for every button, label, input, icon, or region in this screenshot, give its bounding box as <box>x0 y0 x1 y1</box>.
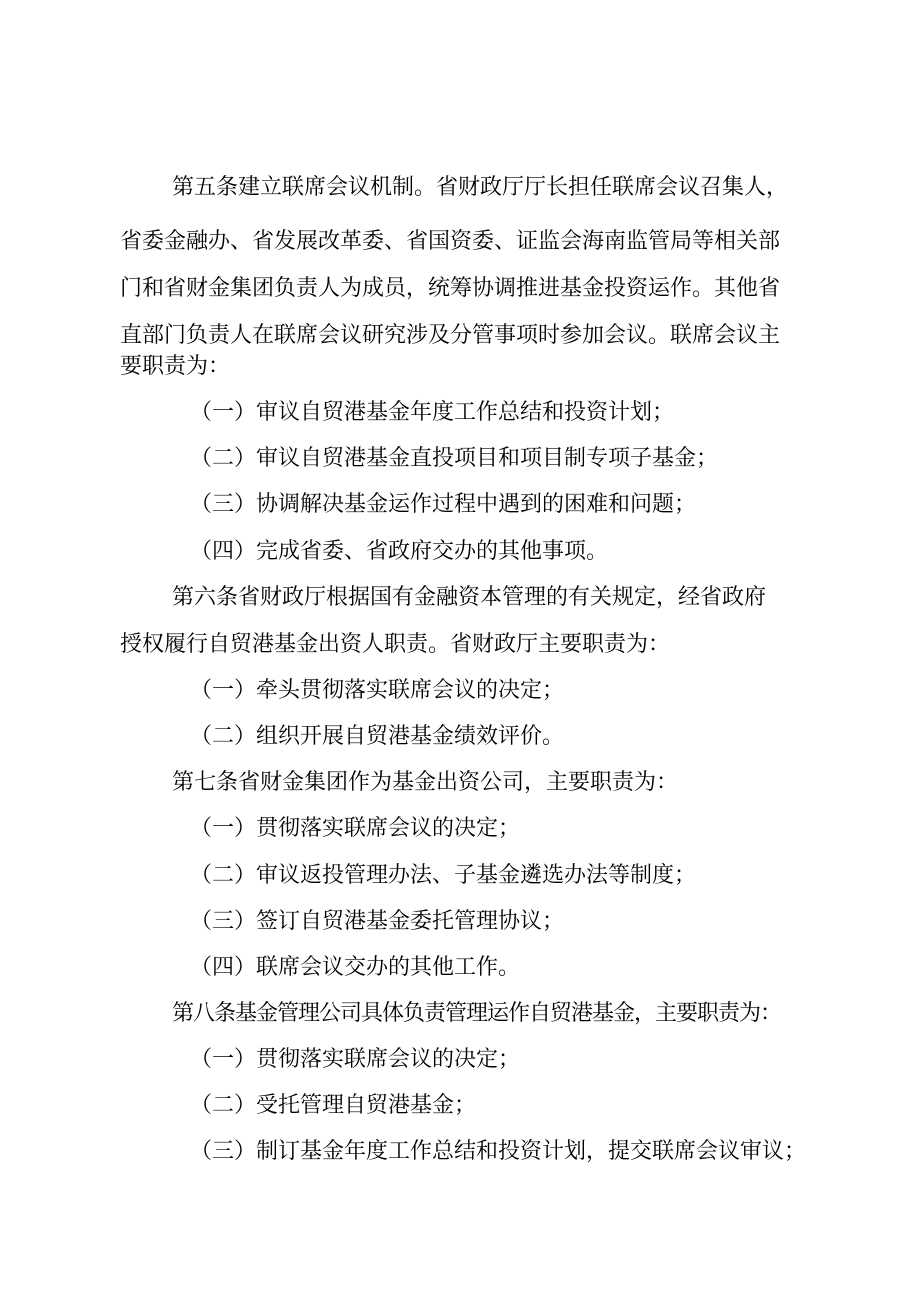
article6-line-2: 授权履行自贸港基金出资人职责。省财政厅主要职责为： <box>120 632 671 657</box>
article5-line-3: 门和省财金集团负责人为成员，统筹协调推进基金投资运作。其他省 <box>120 276 781 301</box>
article7-line-1: 第七条省财金集团作为基金出资公司，主要职责为： <box>172 770 679 795</box>
article6-line-1: 第六条省财政厅根据国有金融资本管理的有关规定，经省政府 <box>172 585 767 610</box>
article5-line-5: 要职责为： <box>120 354 231 379</box>
article5-item-3: （三）协调解决基金运作过程中遇到的困难和问题； <box>190 492 697 517</box>
article5-line-1: 第五条建立联席会议机制。省财政厅厅长担任联席会议召集人， <box>172 175 789 200</box>
article6-item-1: （一）牵头贯彻落实联席会议的决定； <box>190 678 565 703</box>
article8-item-3: （三）制订基金年度工作总结和投资计划，提交联席会议审议； <box>190 1139 807 1164</box>
article6-item-2: （二）组织开展自贸港基金绩效评价。 <box>190 724 565 749</box>
article7-item-1: （一）贯彻落实联席会议的决定； <box>190 816 521 841</box>
article5-item-2: （二）审议自贸港基金直投项目和项目制专项子基金； <box>190 446 719 471</box>
article5-line-4: 直部门负责人在联席会议研究涉及分管事项时参加会议。联席会议主 <box>120 323 781 348</box>
article7-item-2: （二）审议返投管理办法、子基金遴选办法等制度； <box>190 863 697 888</box>
article8-line-1: 第八条基金管理公司具体负责管理运作自贸港基金，主要职责为： <box>172 1001 782 1026</box>
article7-item-4: （四）联席会议交办的其他工作。 <box>190 955 521 980</box>
article7-item-3: （三）签订自贸港基金委托管理协议； <box>190 909 565 934</box>
article8-item-2: （二）受托管理自贸港基金； <box>190 1093 477 1118</box>
article8-item-1: （一）贯彻落实联席会议的决定； <box>190 1047 521 1072</box>
article5-line-2: 省委金融办、省发展改革委、省国资委、证监会海南监管局等相关部 <box>120 229 781 254</box>
article5-item-4: （四）完成省委、省政府交办的其他事项。 <box>190 539 609 564</box>
article5-item-1: （一）审议自贸港基金年度工作总结和投资计划； <box>190 400 675 425</box>
